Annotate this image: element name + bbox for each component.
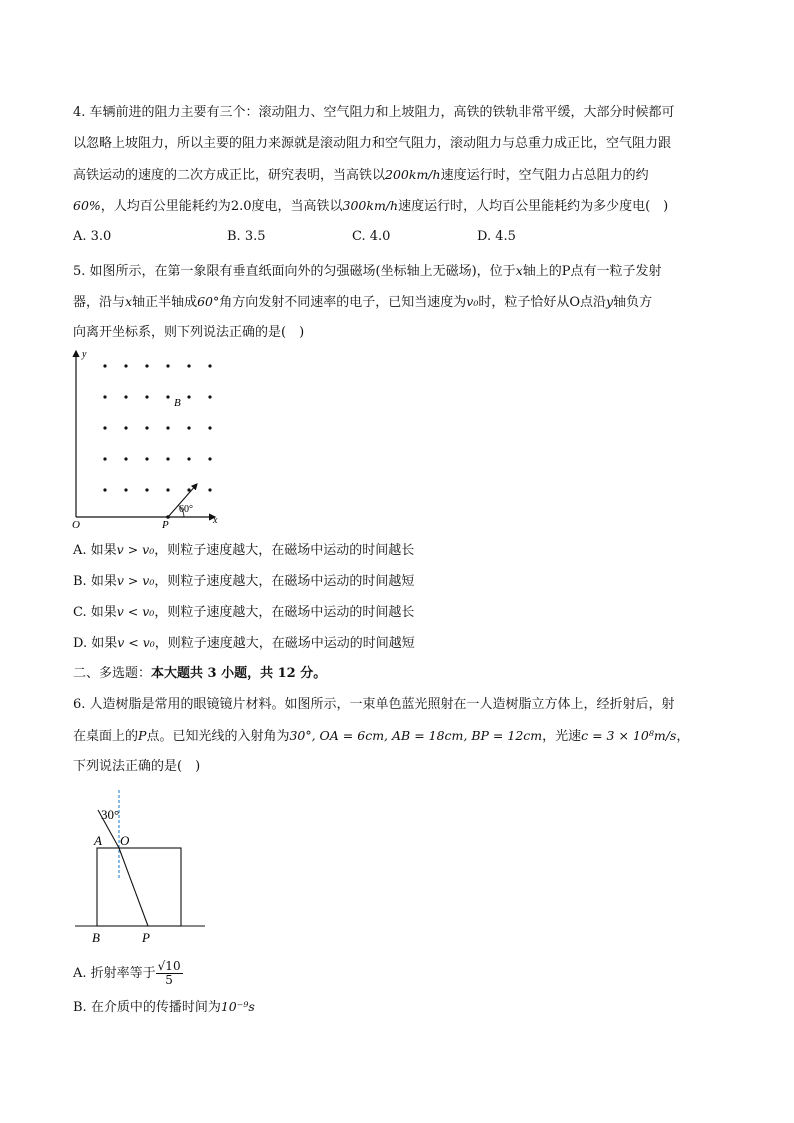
fig5-angle-label: 60° — [179, 504, 193, 515]
fig5-b-label: B — [174, 397, 181, 409]
q6-option-b: B. 在介质中的传播时间为10⁻⁹s — [73, 999, 255, 1015]
q4-line-4: 60%，人均百公里能耗约为2.0度电，当高铁以300km/h速度运行时，人均百公里能耗约为多少度电( ) — [73, 198, 669, 214]
fig5-p-label: P — [162, 519, 169, 530]
fig5-y-label: y — [82, 349, 87, 360]
magnetic-field-dots — [103, 364, 211, 491]
q4-line-3: 高铁运动的速度的二次方成正比，研究表明，当高铁以200km/h速度运行时，空气阻力占总阻力的约 — [73, 167, 649, 183]
q4-option-b: B. 3.5 — [227, 229, 266, 244]
q5-option-a: A. 如果v > v₀，则粒子速度越大，在磁场中运动的时间越长 — [73, 542, 415, 558]
fraction: $\frac{√10}{5}$ — [157, 959, 181, 987]
q6-figure — [70, 788, 210, 948]
q6-line-1: 6. 人造树脂是常用的眼镜镜片材料。如图所示，一束单色蓝光照射在一人造树脂立方体上，经折射后，射 — [73, 697, 675, 712]
fig5-x-label: x — [213, 515, 218, 526]
q6-option-a: A. 折射率等于 $\frac{√10}{5}$ — [73, 959, 181, 987]
resin-cube — [97, 848, 181, 926]
fig5-o-label: O — [72, 519, 80, 530]
fig6-a-label: A — [94, 833, 102, 848]
fig6-o-label: O — [120, 833, 130, 848]
section-heading: 二、多选题：本大题共 3 小题，共 12 分。 — [73, 666, 327, 681]
q5-option-d: D. 如果v < v₀，则粒子速度越大，在磁场中运动的时间越短 — [73, 635, 415, 651]
q4-speed-2: 300km/h — [342, 198, 399, 213]
q5-option-b: B. 如果v > v₀，则粒子速度越大，在磁场中运动的时间越短 — [73, 573, 415, 589]
q4-option-a: A. 3.0 — [73, 229, 112, 244]
q4-option-d: D. 4.5 — [477, 229, 516, 244]
q4-speed-1: 200km/h — [385, 167, 441, 182]
q4-energy: 2.0 — [230, 199, 252, 214]
q5-line-2: 器，沿与x轴正半轴成60°角方向发射不同速率的电子，已知当速度为v₀时，粒子恰好从O点沿y轴负方 — [73, 294, 653, 310]
q5-line-1: 5. 如图所示，在第一象限有垂直纸面向外的匀强磁场(坐标轴上无磁场)，位于x轴上的P点有一粒子发射 — [73, 263, 662, 279]
q6-light-speed: c = 3 × 10⁸m/s — [581, 728, 677, 743]
refracted-ray — [119, 848, 148, 926]
q4-line-1: 4. 车辆前进的阻力主要有三个：滚动阻力、空气阻力和上坡阻力，高铁的铁轨非常平缓，大部分时候都可 — [73, 105, 675, 120]
fig6-p-label: P — [142, 930, 150, 945]
fig6-angle-label: 30° — [101, 807, 120, 822]
q5-line-3: 向离开坐标系，则下列说法正确的是( ) — [73, 325, 305, 340]
q5-option-c: C. 如果v < v₀，则粒子速度越大，在磁场中运动的时间越长 — [73, 604, 415, 620]
q5-figure — [60, 345, 230, 530]
q6-line-3: 下列说法正确的是( ) — [73, 759, 201, 774]
q4-option-c: C. 4.0 — [352, 229, 391, 244]
q6-line-2: 在桌面上的P点。已知光线的入射角为30°, OA = 6cm, AB = 18cm, BP = 12cm，光速c = 3 × 10⁸m/s， — [73, 728, 690, 744]
fig6-b-label: B — [92, 930, 100, 945]
q4-line-2: 以忽略上坡阻力，所以主要的阻力来源就是滚动阻力和空气阻力，滚动阻力与总重力成正比，空气阻力跟 — [73, 136, 672, 151]
q6-givens: 30°, OA = 6cm, AB = 18cm, BP = 12cm — [289, 728, 543, 743]
q4-percent: 60% — [73, 198, 101, 213]
